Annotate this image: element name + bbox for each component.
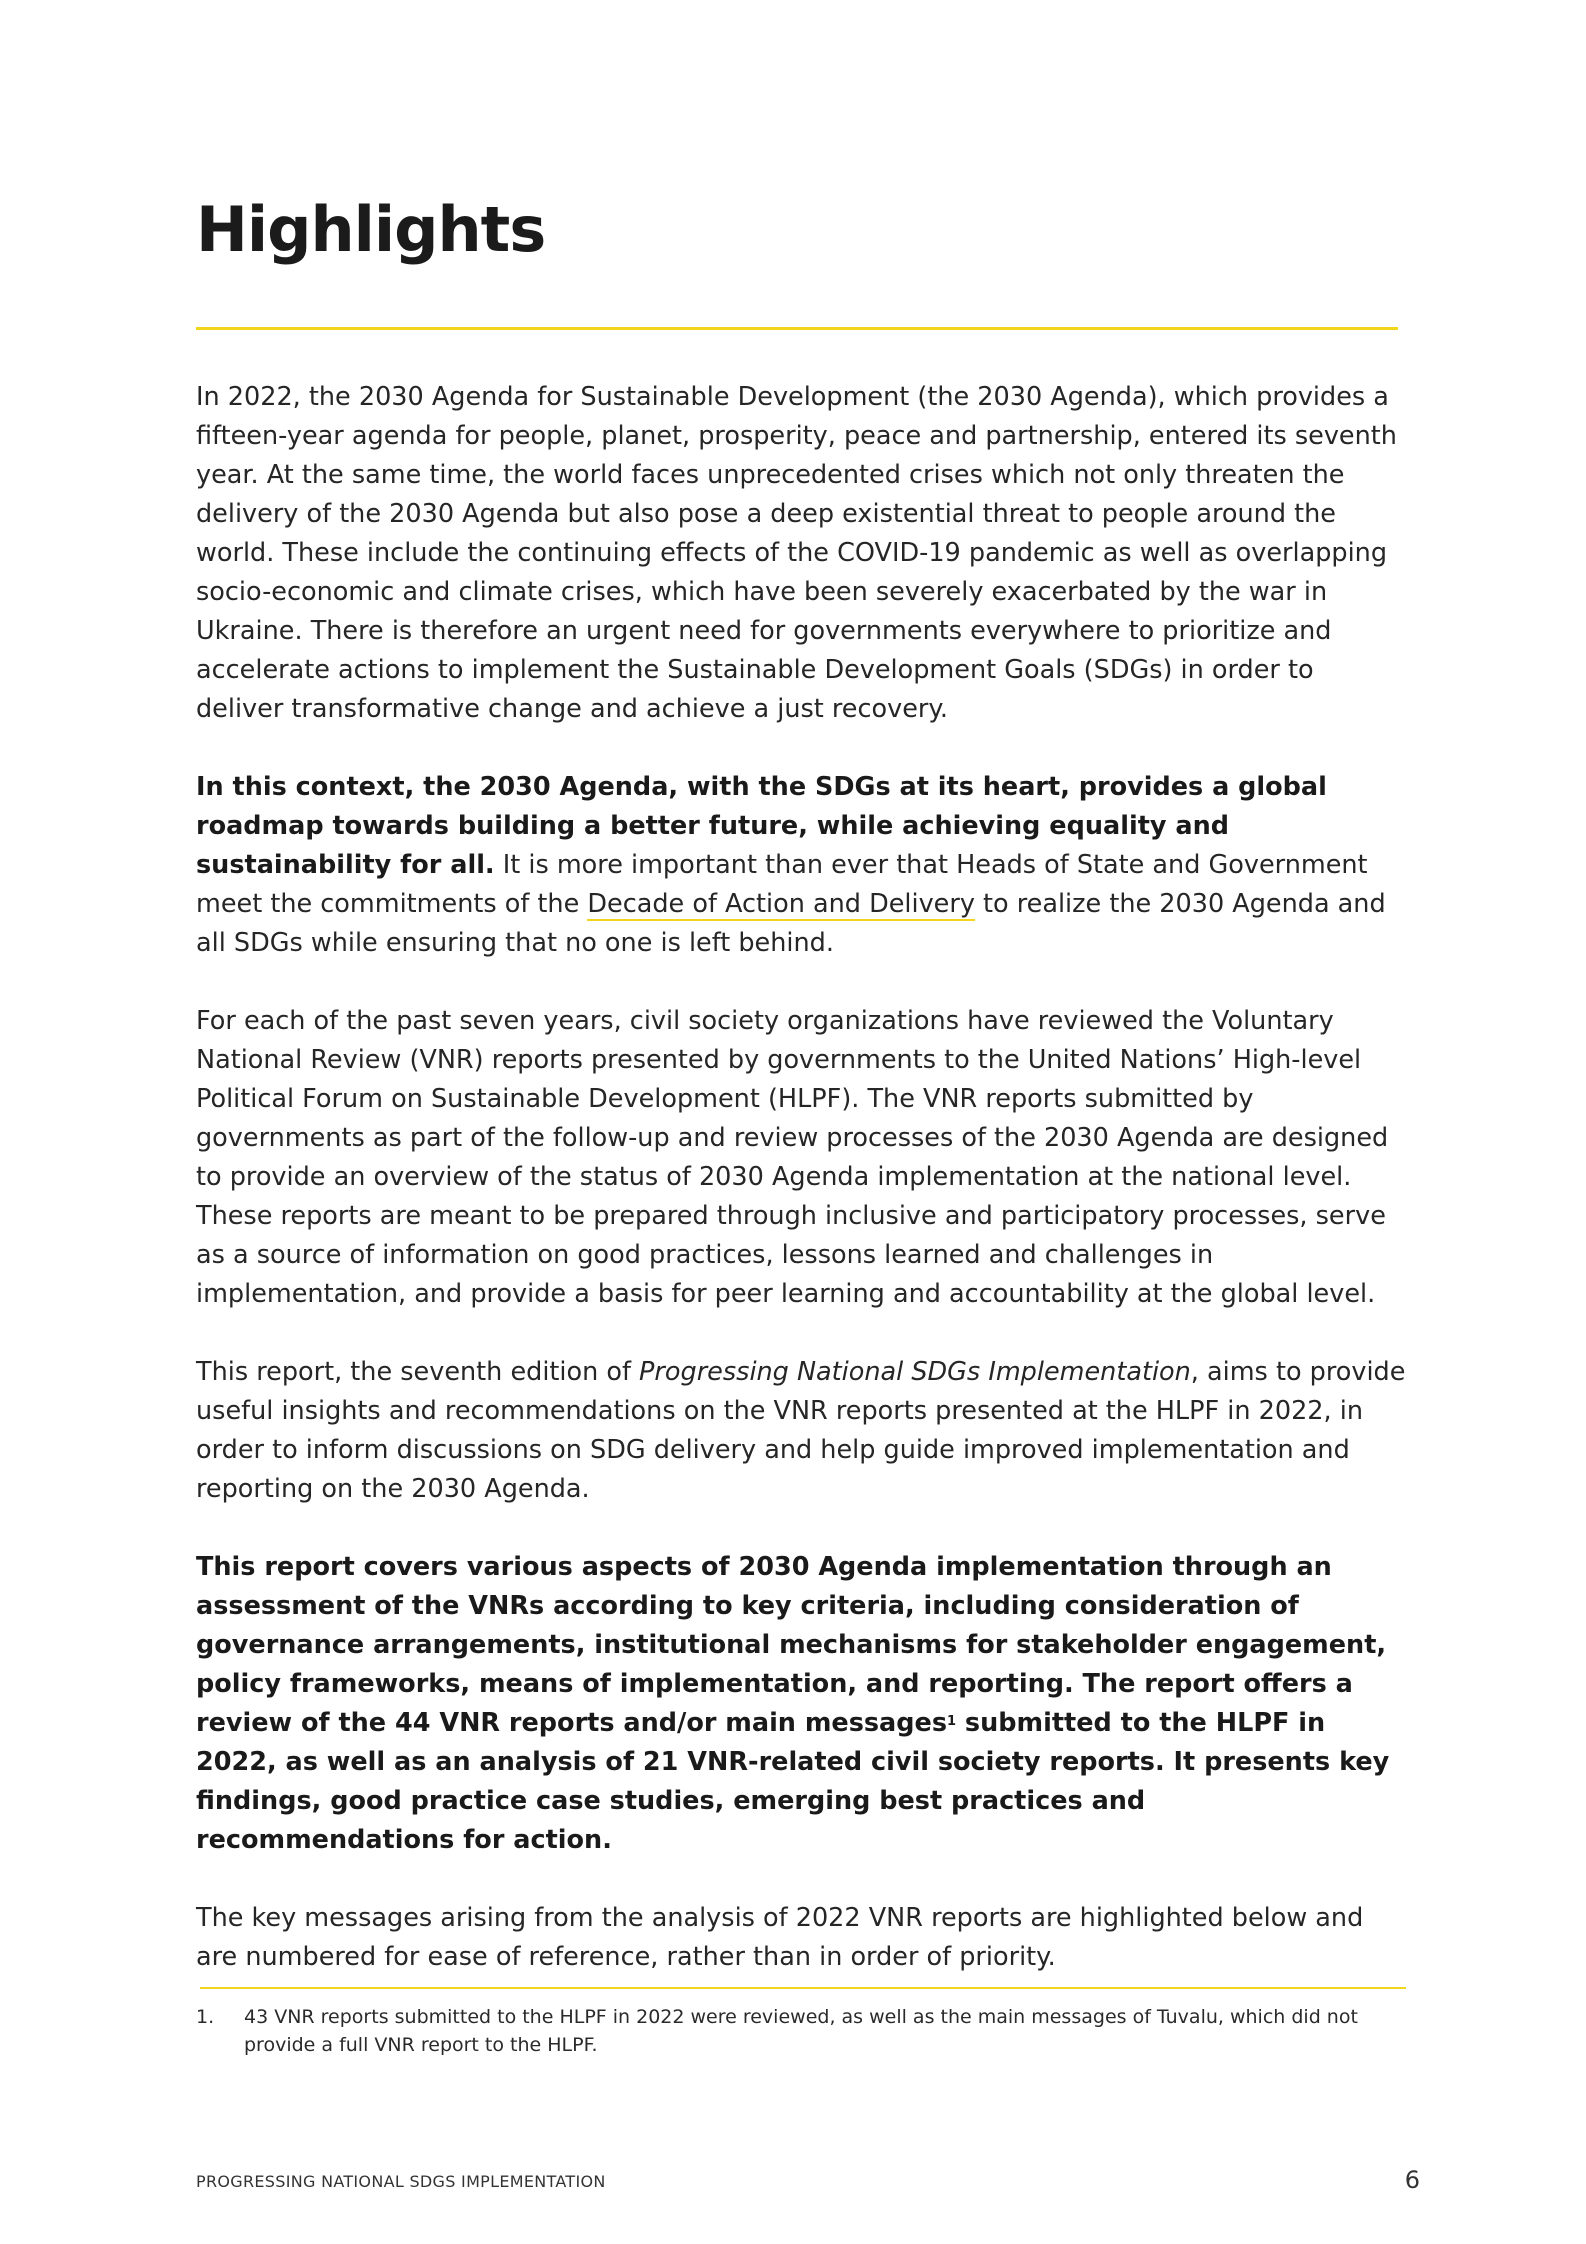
decade-of-action-link[interactable]: Decade of Action and Delivery	[587, 889, 975, 919]
paragraph-scope	[196, 1548, 1406, 1860]
paragraph-context-bold: In this context, the 2030 Agenda, with the SDGs at its heart, provides a global roadmap towards building a better future, while achieving equality and sustainability for all.	[196, 772, 1327, 880]
paragraph-scope-text-a: This report covers various aspects of 2030 Agenda implementation through an assessment of the VNRs according to key criteria, including consideration of governance arrangements, institutional mechanisms for stakeholder engagement, policy frameworks, means of implementation, and reporting. The report offers a review of the 44 VNR reports and/or main messages	[196, 1552, 1387, 1738]
footnote-divider	[200, 1987, 1406, 1989]
footnote-text: 43 VNR reports submitted to the HLPF in 2022 were reviewed, as well as the main messages of Tuvalu, which did not provide a full VNR report to the HLPF.	[244, 2006, 1358, 2056]
report-title-italic: Progressing National SDGs Implementation	[639, 1357, 1191, 1387]
paragraph-context-text-b: to realize the 2030 Agenda and all SDGs while ensuring that no one is left behind.	[196, 889, 1386, 958]
footnote-reference[interactable]: 1	[947, 1714, 957, 1729]
page-number: 6	[1404, 2166, 1420, 2194]
paragraph-scope-text-b: submitted to the HLPF in 2022, as well as an analysis of 21 VNR-related civil society reports. It presents key findings, good practice case studies, emerging best practices and recommendations for action.	[196, 1708, 1390, 1855]
paragraph-intro: In 2022, the 2030 Agenda for Sustainable Development (the 2030 Agenda), which provides a fifteen-year agenda for people, planet, prosperity, peace and partnership, entered its seventh year. At the same time, the world faces unprecedented crises which not only threaten the delivery of the 2030 Agenda but also pose a deep existential threat to people around the world. These include the continuing effects of the COVID-19 pandemic as well as overlapping socio-economic and climate crises, which have been severely exacerbated by the war in Ukraine. There is therefore an urgent need for governments everywhere to prioritize and accelerate actions to implement the Sustainable Development Goals (SDGs) in order to deliver transformative change and achieve a just recovery.	[196, 382, 1397, 724]
paragraph-context	[196, 768, 1406, 963]
footnote-number: 1.	[196, 2006, 215, 2028]
paragraph-vnr-review: For each of the past seven years, civil society organizations have reviewed the Voluntary National Review (VNR) reports presented by governments to the United Nations’ High-level Political Forum on Sustainable Development (HLPF). The VNR reports submitted by governments as part of the follow-up and review processes of the 2030 Agenda are designed to provide an overview of the status of 2030 Agenda implementation at the national level. These reports are meant to be prepared through inclusive and participatory processes, serve as a source of information on good practices, lessons learned and challenges in implementation, and provide a basis for peer learning and accountability at the global level.	[196, 1006, 1389, 1309]
running-footer-title: PROGRESSING NATIONAL SDGS IMPLEMENTATION	[196, 2172, 606, 2191]
main-body	[196, 378, 1406, 2016]
paragraph-key-messages: The key messages arising from the analysis of 2022 VNR reports are highlighted below and are numbered for ease of reference, rather than in order of priority.	[196, 1903, 1364, 1972]
paragraph-report-edition	[196, 1353, 1406, 1509]
title-divider	[196, 327, 1398, 330]
paragraph-report-text-b: , aims to provide useful insights and recommendations on the VNR reports presented at the HLPF in 2022, in order to inform discussions on SDG delivery and help guide improved implementation and reporting on the 2030 Agenda.	[196, 1357, 1406, 1504]
paragraph-context-text-a: It is more important than ever that Heads of State and Government meet the commitments of the	[196, 850, 1368, 919]
footnote	[196, 2003, 1396, 2059]
page-title: Highlights	[196, 193, 546, 266]
paragraph-report-text-a: This report, the seventh edition of	[196, 1357, 640, 1387]
